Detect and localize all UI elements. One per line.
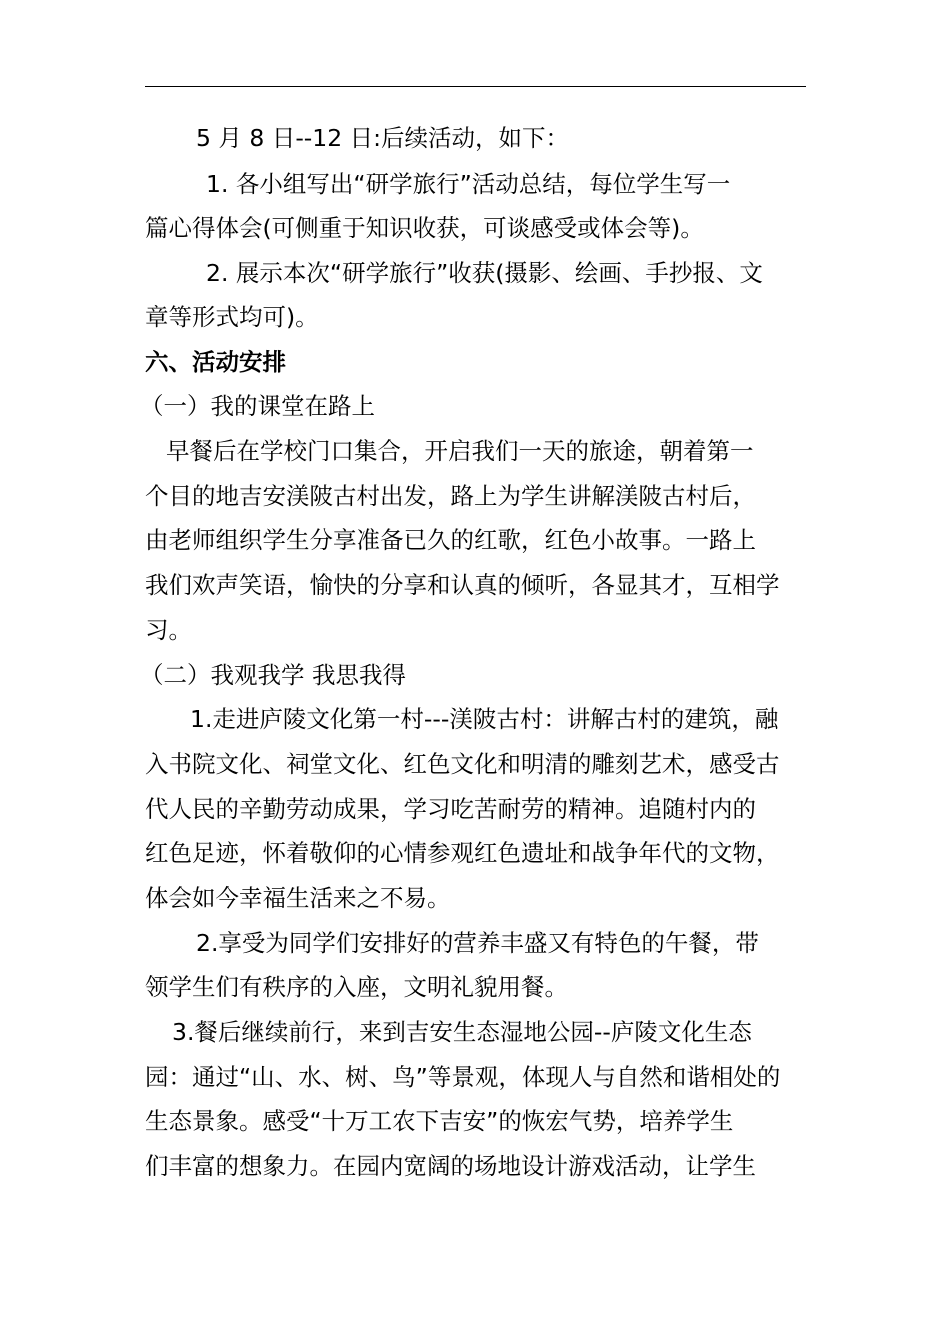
paragraph-line: 代人民的辛勤劳动成果，学习吃苦耐劳的精神。追随村内的 bbox=[145, 795, 756, 823]
paragraph-line: 2.享受为同学们安排好的营养丰盛又有特色的午餐，带 bbox=[196, 929, 759, 957]
paragraph-line: 1. 各小组写出“研学旅行”活动总结，每位学生写一 bbox=[206, 170, 731, 198]
paragraph-line: 3.餐后继续前行，来到吉安生态湿地公园--庐陵文化生态 bbox=[172, 1018, 752, 1046]
paragraph-line: 入书院文化、祠堂文化、红色文化和明清的雕刻艺术，感受古 bbox=[145, 750, 780, 778]
header-rule bbox=[145, 86, 806, 87]
paragraph-line: 红色足迹，怀着敬仰的心情参观红色遗址和战争年代的文物， bbox=[145, 839, 780, 867]
paragraph-line: 由老师组织学生分享准备已久的红歌，红色小故事。一路上 bbox=[145, 526, 756, 554]
paragraph-line: 们丰富的想象力。在园内宽阔的场地设计游戏活动，让学生 bbox=[145, 1152, 756, 1180]
paragraph-line: 早餐后在学校门口集合，开启我们一天的旅途，朝着第一 bbox=[166, 437, 754, 465]
paragraph-line: 篇心得体会(可侧重于知识收获，可谈感受或体会等)。 bbox=[145, 214, 704, 242]
paragraph-line: 园：通过“山、水、树、鸟”等景观，体现人与自然和谐相处的 bbox=[145, 1063, 781, 1091]
paragraph-line: 我们欢声笑语，愉快的分享和认真的倾听，各显其才，互相学 bbox=[145, 571, 780, 599]
paragraph-line: 5 月 8 日--12 日:后续活动，如下： bbox=[196, 124, 570, 152]
paragraph-line: 个目的地吉安渼陂古村出发，路上为学生讲解渼陂古村后， bbox=[145, 482, 756, 510]
paragraph-line: 体会如今幸福生活来之不易。 bbox=[145, 884, 451, 912]
section-heading: 六、活动安排 bbox=[145, 348, 286, 376]
paragraph-line: 2. 展示本次“研学旅行”收获(摄影、绘画、手抄报、文 bbox=[206, 259, 763, 287]
paragraph-line: 1.走进庐陵文化第一村---渼陂古村：讲解古村的建筑，融 bbox=[190, 705, 779, 733]
paragraph-line: 领学生们有秩序的入座，文明礼貌用餐。 bbox=[145, 973, 568, 1001]
paragraph-line: 生态景象。感受“十万工农下吉安”的恢宏气势，培养学生 bbox=[145, 1107, 734, 1135]
paragraph-line: 章等形式均可)。 bbox=[145, 303, 319, 331]
subsection-heading: （二）我观我学 我思我得 bbox=[140, 661, 406, 689]
paragraph-line: 习。 bbox=[145, 616, 192, 644]
subsection-heading: （一）我的课堂在路上 bbox=[140, 392, 375, 420]
